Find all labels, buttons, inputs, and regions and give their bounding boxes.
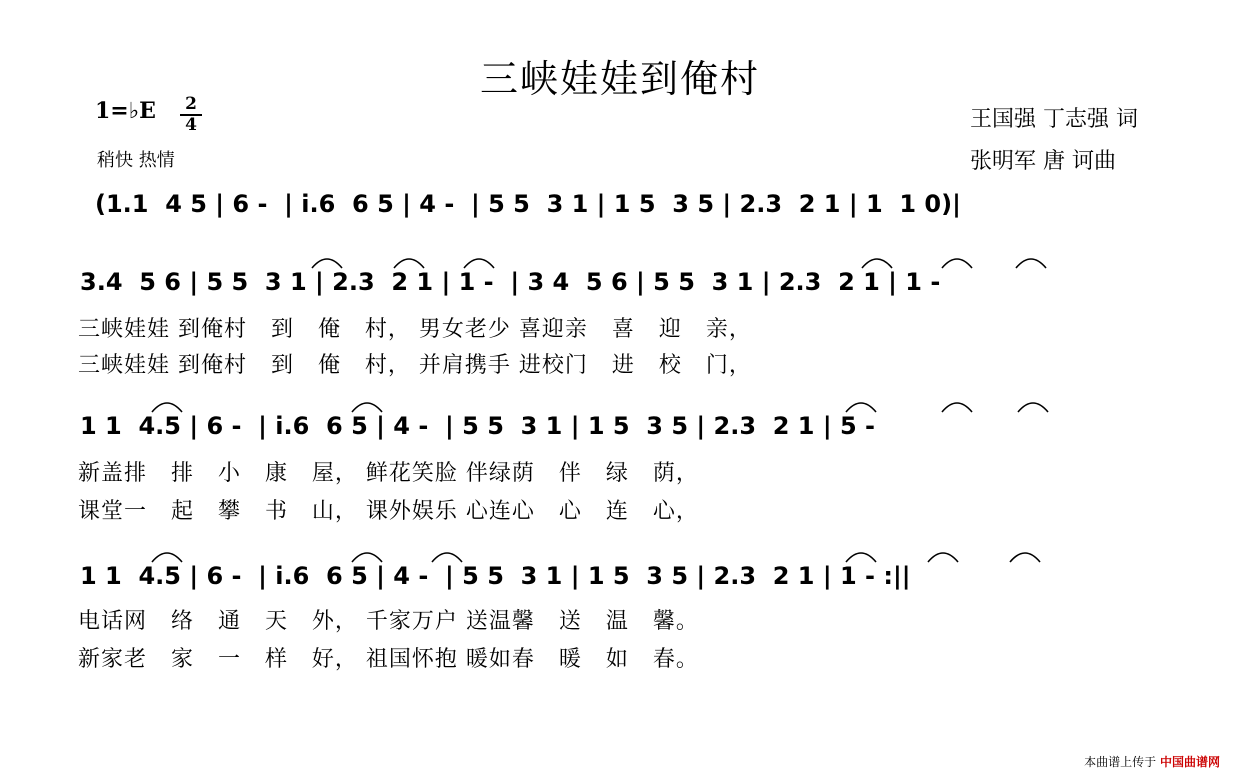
- slur: [464, 259, 494, 268]
- lyric-line-verse-2: 三峡娃娃 到俺村 到 俺 村， 并肩携手 进校门 进 校 门，: [78, 353, 752, 378]
- slur: [942, 259, 972, 268]
- slur: [352, 553, 382, 562]
- slur: [152, 553, 182, 562]
- slur: [312, 259, 342, 268]
- lyric-line-verse-1: 三峡娃娃 到俺村 到 俺 村， 男女老少 喜迎亲 喜 迎 亲，: [78, 317, 752, 342]
- footer-credit: [1084, 753, 1220, 770]
- notation-line: (1.1 4 5 | 6 - | i.6 6 5 | 4 - | 5 5 3 1 | 1 5 3 5 | 2.3 2 1 | 1 1 0)|: [95, 190, 961, 218]
- page-title: 三峡娃娃到俺村: [479, 57, 760, 101]
- time-top: 2: [185, 94, 197, 114]
- slur: [1018, 403, 1048, 412]
- time-bottom: 4: [185, 115, 197, 135]
- composer-credit: 张明军 唐 诃曲: [970, 149, 1116, 174]
- slur: [846, 553, 876, 562]
- lyricist-credit: 王国强 丁志强 词: [970, 107, 1138, 132]
- notation-line: 3.4 5 6 | 5 5 3 1 | 2.3 2 1 | 1 - | 3 4 5 6 | 5 5 3 1 | 2.3 2 1 | 1 -: [80, 268, 941, 296]
- brand-logo: 中国曲谱网: [1159, 755, 1220, 769]
- slur: [152, 403, 182, 412]
- notation-line: 1 1 4.5 | 6 - | i.6 6 5 | 4 - | 5 5 3 1 | 1 5 3 5 | 2.3 2 1 | 1 - :||: [80, 562, 911, 590]
- lyric-line-verse-2: 课堂一 起 攀 书 山， 课外娱乐 心连心 心 连 心，: [78, 499, 699, 524]
- footer-text: 本曲谱上传于: [1084, 755, 1157, 769]
- slur: [432, 553, 462, 562]
- slur: [394, 259, 424, 268]
- lyric-line-verse-1: 电话网 络 通 天 外， 千家万户 送温馨 送 温 馨。: [78, 609, 699, 634]
- slur: [1010, 553, 1040, 562]
- notation-line: 1 1 4.5 | 6 - | i.6 6 5 | 4 - | 5 5 3 1 | 1 5 3 5 | 2.3 2 1 | 5 -: [80, 412, 875, 440]
- slur: [1016, 259, 1046, 268]
- slur: [942, 403, 972, 412]
- slur: [928, 553, 958, 562]
- slur: [846, 403, 876, 412]
- lyric-line-verse-2: 新家老 家 一 样 好， 祖国怀抱 暖如春 暖 如 春。: [78, 647, 699, 672]
- tempo-marking: 稍快 热情: [97, 150, 175, 171]
- key-signature: 1=♭E: [95, 98, 156, 124]
- slur: [862, 259, 892, 268]
- slur: [352, 403, 382, 412]
- lyric-line-verse-1: 新盖排 排 小 康 屋， 鲜花笑脸 伴绿荫 伴 绿 荫，: [78, 461, 699, 486]
